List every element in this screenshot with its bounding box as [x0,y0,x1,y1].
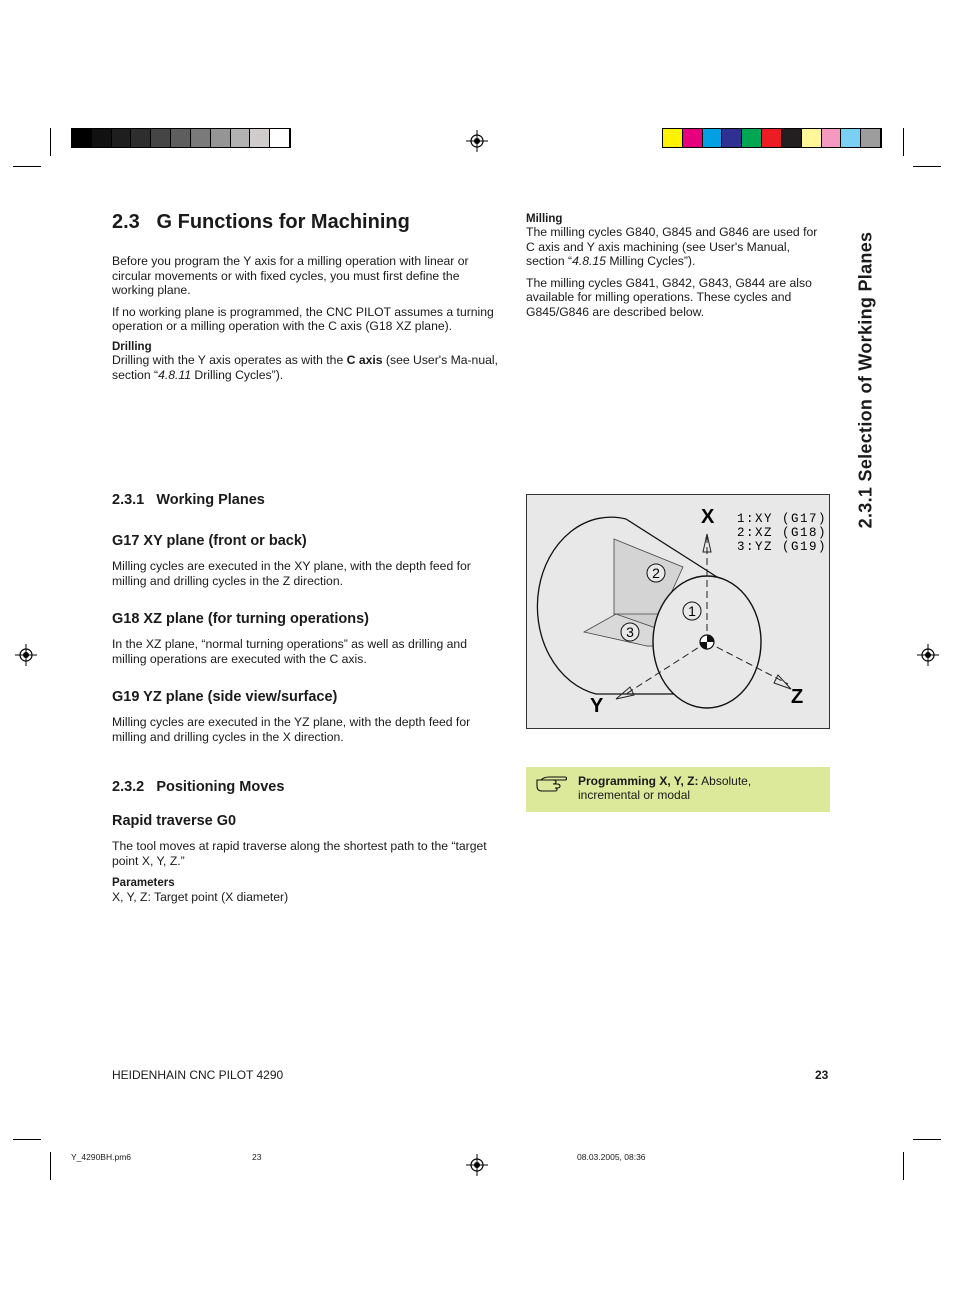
crop-mark [13,1139,41,1140]
crop-mark [903,1152,904,1180]
calibration-swatch [72,129,92,147]
cylinder-diagram [526,494,830,729]
calibration-swatch [131,129,151,147]
calibration-swatch [861,129,881,147]
calibration-swatch [270,129,290,147]
section-number: 2.3 [112,211,140,233]
page-number: 23 [815,1068,829,1082]
calibration-swatch [250,129,270,147]
subsection-title: Working Planes [156,492,265,508]
calibration-swatch [762,129,782,147]
g0-text: The tool moves at rapid traverse along the shortest path to the “target point X, Y, Z.” [112,839,487,868]
calibration-swatch [742,129,762,147]
programming-note [526,767,830,812]
calibration-swatch [703,129,723,147]
cylinder-back-outline [537,517,626,694]
calibration-swatch [112,129,132,147]
parameters-label: Parameters [112,877,175,889]
plane-1-number: 1 [688,603,696,619]
crop-mark [50,128,51,156]
milling-paragraph [526,225,824,269]
working-planes-figure [526,494,830,729]
slug-file: Y_4290BH.pm6 [71,1152,132,1162]
calibration-swatch [841,129,861,147]
note-line: incremental or modal [578,788,691,802]
calibration-swatch [722,129,742,147]
drilling-reference: 4.8.11 [158,367,192,382]
axis-x-label: X [701,506,715,528]
calibration-swatch [92,129,112,147]
subsection-heading [112,779,284,795]
subsection-number: 2.3.2 [112,779,145,795]
section-title-text: G Functions for Machining [156,211,410,233]
calibration-swatch [802,129,822,147]
plane-3-number: 3 [626,624,634,640]
slug-datetime: 08.03.2005, 08:36 [577,1152,646,1162]
crop-mark [50,1152,51,1180]
crop-mark [13,166,41,167]
calibration-swatch [683,129,703,147]
milling-reference: 4.8.15 [572,254,606,269]
color-calibration-bar [662,128,882,148]
registration-mark-icon [466,1154,488,1176]
side-title [846,215,886,545]
grayscale-calibration-bar [71,128,291,148]
milling-label: Milling [526,213,563,225]
subsection-heading [112,492,265,508]
footer-left: HEIDENHAIN CNC PILOT 4290 [112,1068,284,1082]
legend-line-1: 1:XY (G17) [737,512,828,526]
note-line: Absolute, [698,774,752,788]
plane-2-number: 2 [652,565,660,581]
calibration-swatch [822,129,842,147]
crop-mark [903,128,904,156]
axis-z-label: Z [791,686,804,708]
drilling-paragraph [112,353,500,382]
milling-text: Milling Cycles”). [605,254,696,269]
calibration-swatch [782,129,802,147]
section-title [112,211,410,234]
z-axis-arrowhead [774,675,791,689]
slug-page: 23 [252,1152,262,1162]
subsection-number: 2.3.1 [112,492,145,508]
y-axis-arrowhead [616,687,634,699]
calibration-swatch [171,129,191,147]
calibration-swatch [211,129,231,147]
g17-text: Milling cycles are executed in the XY plane, with the depth feed for milling and drilling cycles in the Z direction. [112,559,471,588]
parameters-text: X, Y, Z: Target point (X diameter) [112,890,289,904]
milling-text: The milling cycles G840, G845 and G846 are used for C axis and Y axis machining (see User's Manual, section “ [526,225,818,269]
calibration-swatch [231,129,251,147]
intro-block [112,254,500,382]
registration-mark-icon [466,130,488,152]
g19-heading: G19 YZ plane (side view/surface) [112,689,338,705]
intro-paragraph: Before you program the Y axis for a milling operation with linear or circular movements or with fixed cycles, you must first define the working plane. [112,254,469,298]
g18-heading: G18 XZ plane (for turning operations) [112,611,369,627]
note-bold: Programming X, Y, Z: [578,774,699,788]
g17-heading: G17 XY plane (front or back) [112,533,307,549]
g19-text: Milling cycles are executed in the YZ plane, with the depth feed for milling and drilling cycles in the X direction. [112,715,471,744]
calibration-swatch [663,129,683,147]
subsection-title: Positioning Moves [156,779,285,795]
milling-block [526,213,824,320]
registration-mark-icon [15,644,37,666]
milling-paragraph: The milling cycles G841, G842, G843, G844 are also available for milling operations. These cycles and G845/G846 are described below. [526,275,812,319]
g18-text: In the XZ plane, “normal turning operations” as well as drilling and milling operations are executed with the C axis. [112,637,467,666]
legend-line-3: 3:YZ (G19) [737,540,828,554]
drilling-label: Drilling [112,340,152,353]
pointing-hand-icon [535,774,567,792]
intro-paragraph: If no working plane is programmed, the CNC PILOT assumes a turning operation or a milling operation with the C axis (G18 XZ plane). [112,304,494,334]
g0-heading: Rapid traverse G0 [112,813,237,829]
registration-mark-icon [917,644,939,666]
side-title-text: 2.3.1 Selection of Working Planes [855,231,876,529]
calibration-swatch [191,129,211,147]
crop-mark [913,166,941,167]
crop-mark [913,1139,941,1140]
legend-line-2: 2:XZ (G18) [737,526,828,540]
drilling-text: Drilling Cycles”). [191,367,284,382]
drilling-text: Drilling with the Y axis operates as with the [112,352,347,367]
drilling-bold: C axis [346,352,383,367]
calibration-swatch [151,129,171,147]
drilling-text: (see User's Ma-nual, section “ [112,352,498,382]
note-text [578,774,818,802]
axis-y-label: Y [590,695,604,717]
